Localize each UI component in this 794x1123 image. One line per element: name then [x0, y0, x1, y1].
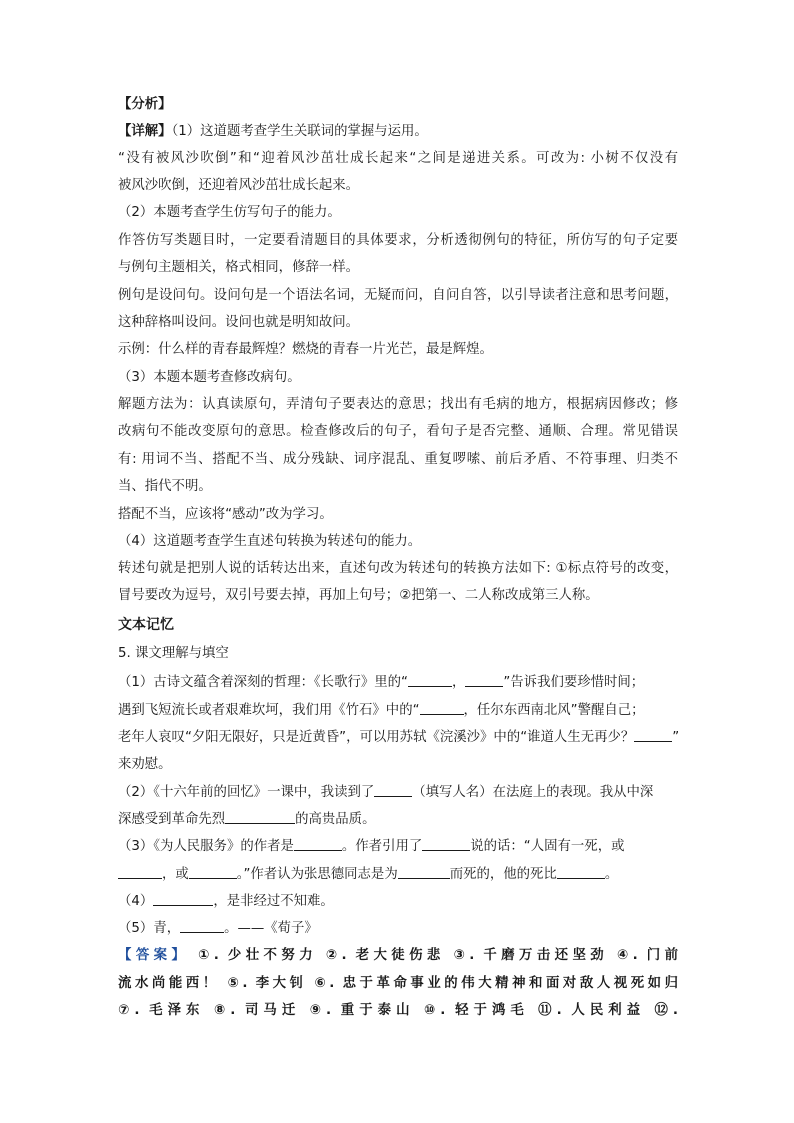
- fill-blank: [422, 837, 470, 851]
- q-text: 。: [604, 867, 619, 882]
- fill-blank: [189, 865, 237, 879]
- q-text: 的高贵品质。: [295, 812, 376, 827]
- detail-text: （1）这道题考查学生关联词的掌握与运用。: [171, 124, 428, 139]
- answer-line: [118, 1002, 678, 1020]
- analysis-line: 解题方法为：认真读原句，弄清句子要表达的意思；找出有毛病的地方，根据病因修改；修: [118, 397, 678, 412]
- fill-blank: [420, 701, 464, 715]
- question-line: [118, 783, 678, 802]
- fill-blank: [225, 810, 295, 824]
- detail-tag: 【详解】: [118, 124, 172, 139]
- analysis-line: （4）这道题考查学生直述句转换为转述句的能力。: [118, 534, 422, 549]
- detail-line-1: [118, 123, 678, 141]
- question-line: [118, 919, 678, 938]
- question-line: [118, 892, 678, 911]
- q-text: 。”作者认为张思德同志是为: [236, 867, 398, 882]
- analysis-line: 被风沙吹倒，还迎着风沙茁壮成长起来。: [118, 178, 360, 193]
- q-text: （5）青，: [118, 921, 181, 936]
- fill-blank: [465, 673, 503, 687]
- analysis-line: 改病句不能改变原句的意思。检查修改后的句子，看句子是否完整、通顺、合理。常见错误: [118, 424, 678, 439]
- q-text: 而死的，他的死比: [449, 867, 557, 882]
- analysis-line: （3）本题本题考查修改病句。: [118, 370, 301, 385]
- question-line: [118, 810, 678, 829]
- analysis-line: 例句是设问句。设问句是一个语法名词，无疑而问，自问自答，以引导读者注意和思考问题，: [118, 288, 678, 303]
- analysis-line: 与例句主题相关，格式相同，修辞一样。: [118, 260, 360, 275]
- q-text: ，是非经过不知难。: [213, 894, 334, 909]
- answer-item: ⑥. 忠于革命事业的伟大精神和面对敌人视死如归: [314, 976, 679, 991]
- q-text: （3）《为人民服务》的作者是: [118, 839, 294, 854]
- answer-line: [118, 947, 678, 965]
- answer-item: ④. 门前: [616, 948, 678, 963]
- fill-blank: [557, 865, 605, 879]
- fill-blank: [294, 837, 342, 851]
- q-text: ，或: [162, 867, 189, 882]
- q-text: 说的话：“人固有一死，或: [470, 839, 625, 854]
- answer-item: ②. 老大徒伤悲: [325, 948, 445, 963]
- q-text: 遇到飞短流长或者艰难坎坷，我们用《竹石》中的“: [118, 703, 420, 718]
- question-line: 来劝慰。: [118, 757, 172, 772]
- analysis-header: 【分析】: [118, 97, 172, 112]
- fill-blank: [408, 673, 452, 687]
- answer-tag: 【答案】: [118, 948, 190, 963]
- answer-item: ⑦. 毛泽东: [118, 1003, 205, 1018]
- analysis-line: 冒号要改为逗号，双引号要去掉，再加上句号；②把第一、二人称改成第三人称。: [118, 588, 599, 603]
- analysis-line: （2）本题考查学生仿写句子的能力。: [118, 205, 341, 220]
- q-text: ”告诉我们要珍惜时间；: [503, 675, 645, 690]
- fill-blank: [398, 865, 450, 879]
- fill-blank: [180, 919, 224, 933]
- answer-item: ⑪. 人民利益: [538, 1003, 646, 1018]
- q-text: （2）《十六年前的回忆》一课中，我读到了: [118, 785, 375, 800]
- answer-item: ⑤. 李大钊: [227, 976, 307, 991]
- analysis-line: “没有被风沙吹倒”和“迎着风沙茁壮成长起来“之间是递进关系。可改为: 小树不仅没有: [118, 151, 678, 166]
- q-text: 。作者引用了: [341, 839, 423, 854]
- fill-blank: [634, 728, 672, 742]
- question-heading: 5. 课文理解与填空: [118, 646, 229, 661]
- answer-line: [118, 975, 678, 993]
- answer-item: 流水尚能西！: [118, 976, 220, 991]
- q-text: （1）古诗文蕴含着深刻的哲理：《长歌行》里的“: [118, 675, 408, 690]
- analysis-line: 作答仿写类题目时，一定要看清题目的具体要求，分析透彻例句的特征，所仿写的句子定要: [118, 233, 678, 248]
- analysis-line: 当、指代不明。: [118, 479, 212, 494]
- fill-blank: [374, 783, 412, 797]
- q-text: ，任尔东西南北风”警醒自己；: [463, 703, 645, 718]
- answer-item: ⑫.: [654, 1003, 678, 1018]
- q-text: 。——《荀子》: [224, 921, 318, 936]
- question-line: [118, 728, 678, 747]
- q-text: ，: [451, 675, 466, 690]
- fill-blank: [153, 892, 213, 906]
- analysis-line: 示例：什么样的青春最辉煌？燃烧的青春一片光芒，最是辉煌。: [118, 342, 493, 357]
- answer-item: ⑨. 重于泰山: [309, 1003, 415, 1018]
- question-line: [118, 865, 678, 884]
- answer-item: ⑧. 司马迁: [213, 1003, 301, 1018]
- analysis-line: 这种辞格叫设问。设问也就是明知故问。: [118, 315, 360, 330]
- analysis-line: 有: 用词不当、搭配不当、成分残缺、词序混乱、重复啰嗦、前后矛盾、不符事理、归类不: [118, 452, 678, 467]
- q-text: 老年人哀叹“夕阳无限好，只是近黄昏”，可以用苏轼《浣溪沙》中的“谁道人生无再少？: [118, 730, 635, 745]
- fill-blank: [118, 865, 162, 879]
- answer-item: ①. 少壮不努力: [197, 948, 318, 963]
- q-text: （填写人名）在法庭上的表现。我从中深: [412, 785, 654, 800]
- q-text: 深感受到革命先烈: [118, 812, 226, 827]
- q-text: （4）: [118, 894, 154, 909]
- answer-item: ⑩. 轻于鸿毛: [423, 1003, 529, 1018]
- q-text: ”: [672, 730, 680, 745]
- analysis-line: 搭配不当，应该将“感动”改为学习。: [118, 507, 333, 522]
- question-line: [118, 837, 678, 856]
- analysis-line: 转述句就是把别人说的话转达出来，直述句改为转述句的转换方法如下: ①标点符号的改变，: [118, 561, 678, 576]
- question-line: [118, 701, 678, 720]
- section-title: 文本记忆: [118, 617, 174, 633]
- answer-item: ③. 千磨万击还坚劲: [453, 948, 609, 963]
- question-line: [118, 673, 678, 692]
